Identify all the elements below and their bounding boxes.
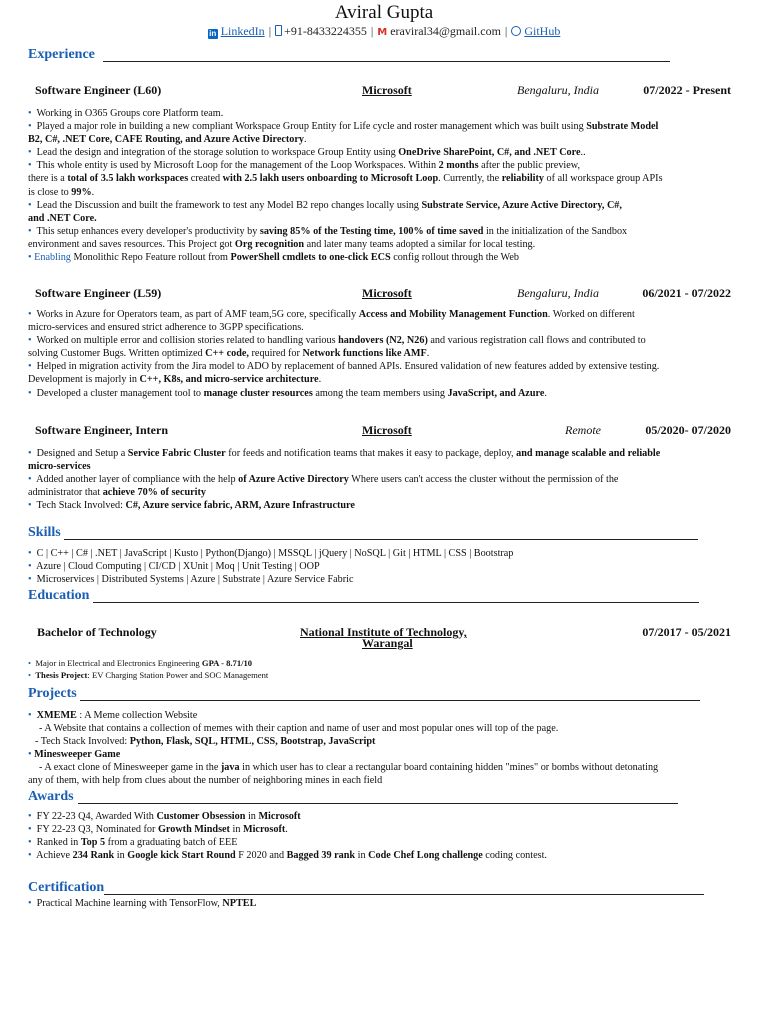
education-header-line2 xyxy=(35,636,735,652)
job-title: Software Engineer (L59) xyxy=(35,286,162,300)
job-description xyxy=(28,447,734,512)
job-description xyxy=(28,308,734,400)
linkedin-icon: in xyxy=(209,29,217,38)
section-heading-certification: Certification xyxy=(28,880,105,895)
job-dates: 07/2022 - Present xyxy=(643,83,731,97)
separator: | xyxy=(504,24,508,38)
list-item: • FY 22-23 Q4, Awarded With Customer Obsession in Microsoft xyxy=(28,811,301,822)
list-item: • Lead the design and integration of the storage solution to workspace Group Entity using OneDrive SharePoint, C#, and .NET Core.. xyxy=(28,147,586,159)
section-rule xyxy=(103,61,670,62)
list-item: • Achieve 234 Rank in Google kick Start Round F 2020 and Bagged 39 rank in Code Chef Long challenge coding contest. xyxy=(28,850,547,862)
list-item: • Added another layer of compliance with the help of Azure Active Directory Where users can't access the cluster without the permission of the administrator that achieve 70% of security xyxy=(28,474,619,499)
list-item: • Major in Electrical and Electronics Engineering GPA - 8.71/10 xyxy=(28,658,253,668)
github-link[interactable]: GitHub xyxy=(524,24,561,38)
job-dates: 06/2021 - 07/2022 xyxy=(642,286,731,300)
certification-list xyxy=(28,897,734,910)
list-item: • Helped in migration activity from the Jira model to ADO by replacement of banned APIs. Ensured validation of new features added by extensive testing. Development is majorly in C++, K8s, and micro-service architecture. xyxy=(28,361,660,386)
separator: | xyxy=(268,24,272,38)
project-tech: - Tech Stack Involved: Python, Flask, SQL, HTML, CSS, Bootstrap, JavaScript xyxy=(35,736,376,748)
list-item: • Worked on multiple error and collision stories related to handling various handovers (N2, N26) and various registration call flows and contributed to solving Customer Bugs. Written optimized C++ code, required for Network functions like AMF. xyxy=(28,335,646,360)
project-description: - A exact clone of Minesweeper game in the java in which user has to clear a rectangular board containing hidden "mines" or bombs without detonating xyxy=(39,762,659,774)
section-heading-experience: Experience xyxy=(28,47,95,62)
separator: | xyxy=(370,24,374,38)
job-location: Bengaluru, India xyxy=(517,83,599,97)
github-icon xyxy=(511,26,521,36)
list-item: • C | C++ | C# | .NET | JavaScript | Kusto | Python(Django) | MSSQL | jQuery | NoSQL | Git | HTML | CSS | Bootstrap xyxy=(28,548,514,559)
job-description xyxy=(28,107,734,264)
section-rule xyxy=(78,803,678,804)
job-dates: 05/2020- 07/2020 xyxy=(645,423,731,437)
job-title: Software Engineer, Intern xyxy=(35,423,168,437)
list-item: • Practical Machine learning with TensorFlow, NPTEL xyxy=(28,898,257,909)
job-header xyxy=(35,286,735,302)
job-company: Microsoft xyxy=(362,286,412,300)
project-description: - A Website that contains a collection of memes with their caption and name of user and most popular ones will top of the page. xyxy=(39,723,559,735)
list-item: • Ranked in Top 5 from a graduating batch of EEE xyxy=(28,837,238,849)
job-company: Microsoft xyxy=(362,83,412,97)
list-item: • Enabling Monolithic Repo Feature rollout from PowerShell cmdlets to one-click ECS config rollout through the Web xyxy=(28,252,519,264)
list-item: • Minesweeper Game xyxy=(28,749,121,761)
section-heading-projects: Projects xyxy=(28,686,77,701)
section-rule xyxy=(80,700,700,701)
section-heading-skills: Skills xyxy=(28,525,61,540)
education-dates: 07/2017 - 05/2021 xyxy=(642,625,731,639)
list-item: • Working in O365 Groups core Platform team. xyxy=(28,108,224,119)
section-heading-education: Education xyxy=(28,588,90,603)
list-item: • Lead the Discussion and built the framework to test any Model B2 repo changes locally using Substrate Service, Azure Active Directory, C#, and .NET Core. xyxy=(28,199,622,224)
skills-list xyxy=(28,547,734,586)
section-rule xyxy=(104,894,704,895)
list-item: • Works in Azure for Operators team, as part of AMF team,5G core, specifically Access and Mobility Management Function. Worked on different micro-services and ensured strict adherence to 3GPP specifications. xyxy=(28,309,635,334)
job-location: Remote xyxy=(565,423,601,437)
section-rule xyxy=(64,539,698,540)
contact-bar xyxy=(0,24,768,39)
job-company: Microsoft xyxy=(362,423,412,437)
list-item: • Tech Stack Involved: C#, Azure service fabric, ARM, Azure Infrastructure xyxy=(28,500,355,512)
job-header xyxy=(35,423,735,439)
institute-name: National Institute of Technology, xyxy=(300,625,467,639)
job-header xyxy=(35,83,735,99)
job-title: Software Engineer (L60) xyxy=(35,83,162,97)
email-address: eraviral34@gmail.com xyxy=(390,24,501,38)
list-item: • Azure | Cloud Computing | CI/CD | XUnit | Moq | Unit Testing | OOP xyxy=(28,561,320,573)
degree: Bachelor of Technology xyxy=(37,625,157,639)
list-item: • FY 22-23 Q3, Nominated for Growth Mindset in Microsoft. xyxy=(28,824,288,836)
list-item: • This setup enhances every developer's productivity by saving 85% of the Testing time, 100% of time saved in the initialization of the Sandbox environment and saves resources. This Project got Org recognition and later many teams adopted a similar for local testing. xyxy=(28,225,628,250)
section-heading-awards: Awards xyxy=(28,789,74,804)
project-description: any of them, with help from clues about the number of neighboring mines in each field xyxy=(28,775,383,787)
phone-icon xyxy=(275,25,282,36)
linkedin-link[interactable]: LinkedIn xyxy=(220,24,265,38)
list-item: • This whole entity is used by Microsoft Loop for the management of the Loop Workspaces. Within 2 months after the public preview, there is a total of 3.5 lakh workspaces created with 2.5 lakh users onboarding to Microsoft Loop. Currently, the reliability of all workspace group APIs is close to 99%. xyxy=(28,160,663,198)
list-item: • Designed and Setup a Service Fabric Cluster for feeds and notification teams that makes it easy to package, deploy, and manage scalable and reliable micro-services xyxy=(28,448,661,473)
awards-list xyxy=(28,810,734,862)
projects-list xyxy=(28,709,734,788)
phone-number: +91-8433224355 xyxy=(284,24,367,38)
institute-city: Warangal xyxy=(362,636,413,650)
section-rule xyxy=(93,602,699,603)
mail-icon: M xyxy=(377,27,388,38)
candidate-name: Aviral Gupta xyxy=(334,2,434,23)
education-details xyxy=(28,657,734,681)
list-item: • Developed a cluster management tool to manage cluster resources among the team members using JavaScript, and Azure. xyxy=(28,387,547,399)
list-item: • Microservices | Distributed Systems | Azure | Substrate | Azure Service Fabric xyxy=(28,574,354,586)
list-item: • Played a major role in building a new compliant Workspace Group Entity for Life cycle and roster management which was built using Substrate Model B2, C#, .NET Core, CAFE Routing, and Azure Active Directory. xyxy=(28,121,659,146)
job-location: Bengaluru, India xyxy=(517,286,599,300)
list-item: • XMEME : A Meme collection Website xyxy=(28,710,198,721)
list-item: • Thesis Project: EV Charging Station Power and SOC Management xyxy=(28,670,269,681)
